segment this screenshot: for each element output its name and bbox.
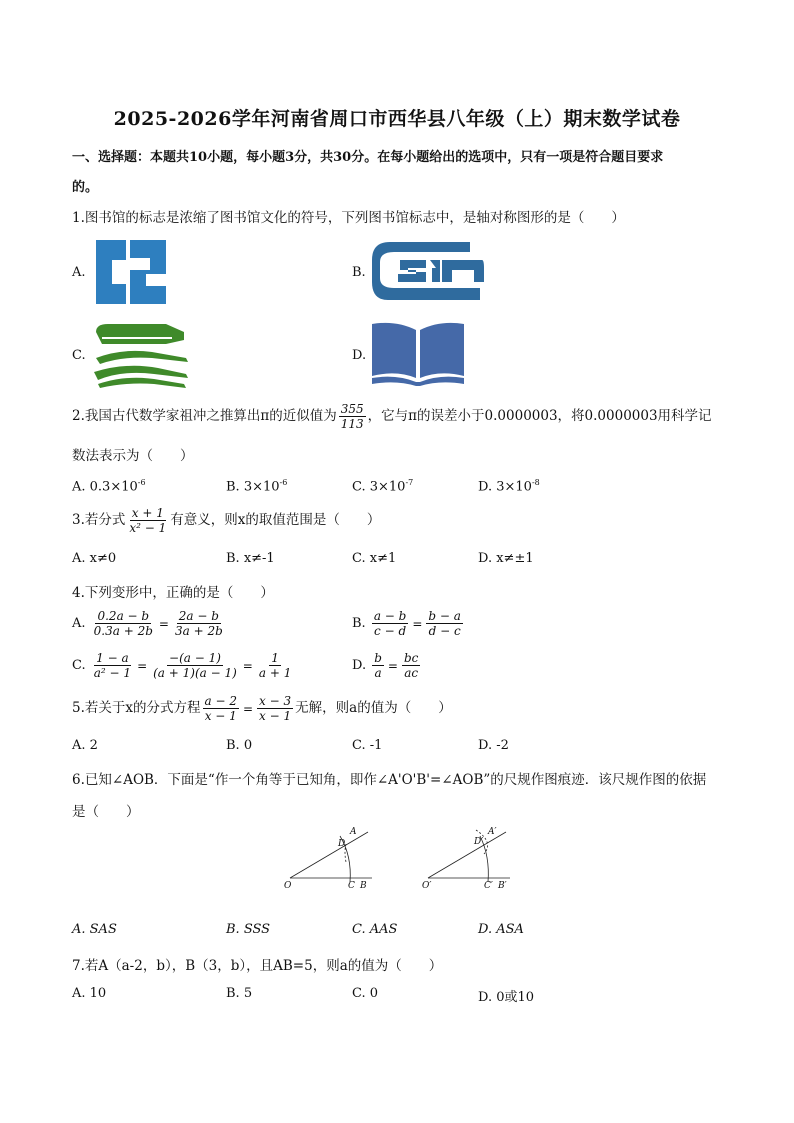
page-title: 2025-2026学年河南省周口市西华县八年级（上）期末数学试卷 <box>113 108 681 130</box>
q3-option-c: C. x≠1 <box>352 551 397 566</box>
question-6-line2: 是（ ） <box>72 804 140 820</box>
question-4-stem: 4.下列变形中，正确的是（ ） <box>72 585 274 601</box>
q1-option-b-label: B. <box>352 265 366 280</box>
q7-option-d: D. 0或10 <box>478 990 535 1005</box>
q6-option-c: C. AAS <box>352 922 398 937</box>
q3-fraction: $\frac{x + 1}{\text{x² − 1}}$ <box>129 506 167 535</box>
question-6-line1: 6.已知∠AOB．下面是“作一个角等于已知角，即作∠A'O'B'=∠AOB”的尺规作图痕迹．该尺规作图的依据 <box>72 772 707 788</box>
q1-logo-a <box>92 234 170 310</box>
q1-logo-c <box>92 318 192 390</box>
q7-option-a: A. 10 <box>72 986 107 1001</box>
fig2-label-D: D′ <box>474 837 484 847</box>
q3-option-d: D. x≠±1 <box>478 551 534 566</box>
q5-option-d: D. -2 <box>478 738 509 753</box>
section-heading-line1: 一、选择题：本题共10小题，每小题3分，共30分。在每小题给出的选项中，只有一项是符合题目要求 <box>72 150 664 165</box>
question-7-stem: 7.若A（a-2，b），B（3，b），且AB=5，则a的值为（ ） <box>72 958 443 974</box>
q5-option-c: C. -1 <box>352 738 383 753</box>
q4-option-b: B. $\frac{a - b}{c - d}$ = $\frac{b - a}{d - c}$ <box>352 609 461 638</box>
q2-option-c: C. $3\times 10^{-7}$ <box>352 478 414 495</box>
q1-option-c-label: C. <box>72 348 86 363</box>
fig1-label-D: D <box>338 839 346 849</box>
fig1-label-C: C <box>348 881 355 891</box>
q7-option-c: C. 0 <box>352 986 379 1001</box>
q6-option-b: B. SSS <box>226 922 271 937</box>
q7-option-b: B. 5 <box>226 986 253 1001</box>
fig2-label-A: A′ <box>488 827 497 837</box>
q6-construction-figures <box>280 822 520 894</box>
q4-option-c: C. $\frac{1 - a}{\text{a² − 1}}$ = $\frac{-(a - 1)}{(a + 1)(a - 1)}$ = $\frac{1}{a + 1}$ <box>72 651 292 680</box>
question-2-line1 <box>72 402 712 431</box>
question-2-line2: 数法表示为（ ） <box>72 448 194 464</box>
section-heading-line2: 的。 <box>72 180 99 195</box>
fig2-label-O: O′ <box>422 881 432 891</box>
q3-option-a: A. x≠0 <box>72 551 117 566</box>
q2-denominator: 113 <box>340 417 364 431</box>
fig1-label-O: O <box>284 881 292 891</box>
q6-option-d: D. ASA <box>478 922 524 937</box>
q5-option-a: A. 2 <box>72 738 98 753</box>
q2-option-a: A. $0.3\times 10^{-6}$ <box>72 478 146 495</box>
question-5-stem: 5.若关于x的分式方程 $\frac{a - 2}{x - 1}$ = $\frac{x - 3}{x - 1}$ 无解，则a的值为（ ） <box>72 694 452 723</box>
q1-logo-d <box>370 318 466 388</box>
q2-numerator: 355 <box>340 402 364 416</box>
q2-stem-pre: 2.我国古代数学家祖冲之推算出π的近似值为 <box>72 408 337 424</box>
q1-option-d-label: D. <box>352 348 367 363</box>
question-1-stem: 1.图书馆的标志是浓缩了图书馆文化的符号，下列图书馆标志中，是轴对称图形的是（ ） <box>72 210 625 226</box>
q4-option-d: D. $\frac{b}{a}$ = $\frac{bc}{ac}$ <box>352 651 419 680</box>
fig2-label-B: B′ <box>498 881 507 891</box>
fig1-label-A: A <box>350 827 357 837</box>
q2-option-b: B. $3\times 10^{-6}$ <box>226 478 288 495</box>
question-3-stem <box>72 506 380 535</box>
q6-option-a: A. SAS <box>72 922 117 937</box>
q2-pi-fraction <box>339 402 366 431</box>
q3-stem-post: 有意义，则x的取值范围是（ ） <box>170 512 381 528</box>
q5-option-b: B. 0 <box>226 738 253 753</box>
q1-option-a-label: A. <box>72 265 86 280</box>
q3-stem-pre: 3.若分式 <box>72 512 126 528</box>
q2-option-d: D. $3\times 10^{-8}$ <box>478 478 540 495</box>
q4-option-a: A. $\frac{0.2a - b}{0.3a + 2b}$ = $\frac{2a - b}{3a + 2b}$ <box>72 609 223 638</box>
fig1-label-B: B <box>360 881 367 891</box>
fig2-label-C: C′ <box>484 881 493 891</box>
q3-option-b: B. x≠-1 <box>226 551 275 566</box>
q1-logo-b <box>370 238 486 306</box>
q2-stem-post: ，它与π的误差小于0.0000003，将0.0000003用科学记 <box>367 408 712 424</box>
